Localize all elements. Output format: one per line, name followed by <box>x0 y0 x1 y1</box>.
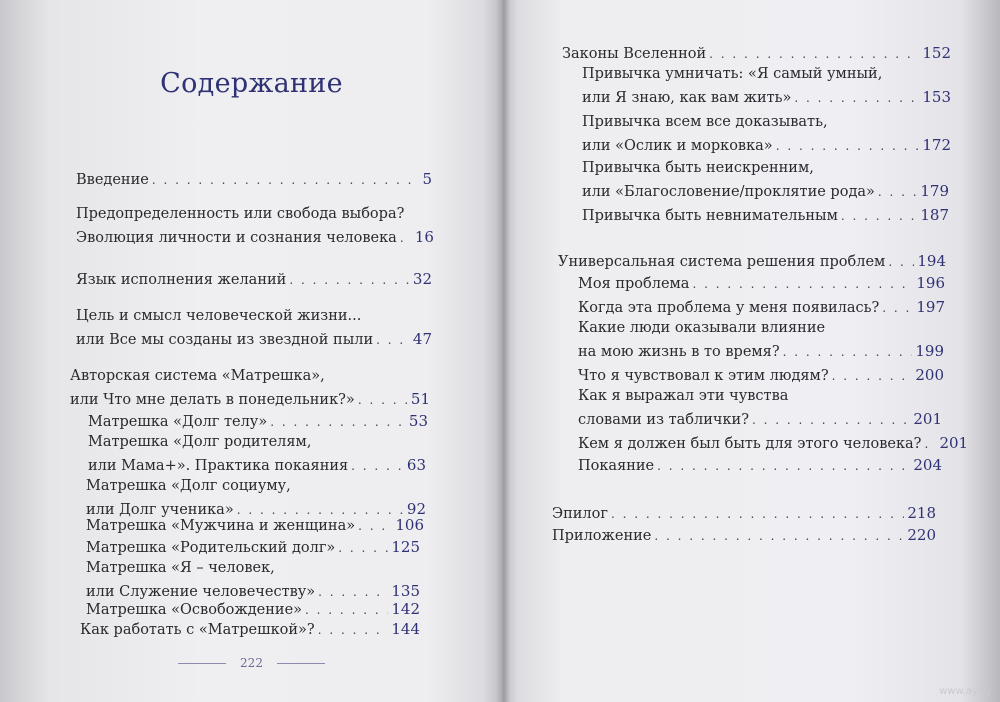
leader-dots <box>882 301 913 315</box>
toc-entry <box>578 366 944 388</box>
toc-entry-label: Что я чувствовал к этим людям? <box>578 368 829 384</box>
toc-entry-label: Как работать с «Матрешкой»? <box>80 622 315 638</box>
toc-entry-label: Предопределенность или свобода выбора? <box>76 206 405 222</box>
toc-entry <box>578 456 942 478</box>
leader-dots <box>657 459 910 473</box>
leader-dots <box>152 173 420 187</box>
page-number: 32 <box>412 270 432 288</box>
toc-entry-label: или Я знаю, как вам жить» <box>582 90 792 106</box>
toc-entry-label: Матрешка «Родительский долг» <box>86 540 336 556</box>
toc-entry <box>578 388 942 432</box>
page-title: Содержание <box>160 68 343 99</box>
toc-entry <box>578 320 944 364</box>
book-spine <box>496 0 510 702</box>
leader-dots <box>305 603 388 617</box>
page-number: 194 <box>917 252 946 270</box>
leader-dots <box>709 47 919 61</box>
toc-entry <box>88 412 428 434</box>
toc-entry-label: Матрешка «Мужчина и женщина» <box>86 518 356 534</box>
leader-dots <box>289 273 410 287</box>
toc-entry-label: Какие люди оказывали влияние <box>578 320 826 336</box>
toc-entry-label: Законы Вселенной <box>562 46 707 62</box>
toc-entry-label: Авторская система «Матрешка», <box>70 368 325 384</box>
page-number: 142 <box>391 600 420 618</box>
toc-entry-label: Универсальная система решения проблем <box>558 254 886 270</box>
toc-entry <box>582 206 949 228</box>
toc-entry-label: Когда эта проблема у меня появилась? <box>578 300 880 316</box>
page-number: 201 <box>939 434 969 452</box>
leader-dots <box>400 231 412 245</box>
toc-entry-label: или Что мне делать в понедельник?» <box>70 392 355 408</box>
leader-dots <box>783 345 913 359</box>
leader-dots <box>358 393 408 407</box>
page-number: 47 <box>412 330 432 348</box>
toc-entry-label: Язык исполнения желаний <box>76 272 287 288</box>
toc-entry <box>552 526 936 548</box>
page-number: 172 <box>922 136 951 154</box>
toc-entry-label: Приложение <box>552 528 652 544</box>
folio-rule <box>178 663 226 664</box>
toc-entry-label: Матрешка «Долг родителям, <box>88 434 312 450</box>
leader-dots <box>318 623 389 637</box>
toc-entry <box>80 620 420 642</box>
toc-entry-label: Эпилог <box>552 506 608 522</box>
leader-dots <box>338 541 388 555</box>
toc-entry <box>76 170 432 192</box>
leader-dots <box>878 185 917 199</box>
toc-entry <box>86 560 420 604</box>
page-number: 218 <box>907 504 936 522</box>
leader-dots <box>832 369 913 383</box>
leader-dots <box>611 507 904 521</box>
page-number: 5 <box>422 170 432 188</box>
leader-dots <box>841 209 918 223</box>
toc-entry-label: Матрешка «Долг телу» <box>88 414 268 430</box>
toc-entry-label: Покаяние <box>578 458 655 474</box>
toc-entry <box>76 308 432 352</box>
toc-entry <box>86 538 420 560</box>
right-page <box>503 0 1000 702</box>
leader-dots <box>692 277 913 291</box>
page-number: 106 <box>395 516 424 534</box>
toc-entry-label: Привычка быть невнимательным <box>582 208 838 224</box>
toc-entry-label: Матрешка «Я – человек, <box>86 560 275 576</box>
toc-entry-label: Моя проблема <box>578 276 690 292</box>
toc-entry-label: или «Ослик и морковка» <box>582 138 773 154</box>
toc-entry-label: Привычка умничать: «Я самый умный, <box>582 66 883 82</box>
toc-entry-label: Привычка всем все доказывать, <box>582 114 828 130</box>
toc-entry <box>578 298 945 320</box>
page-number-footer: 222 <box>240 656 263 670</box>
toc-entry <box>76 270 432 292</box>
toc-entry <box>582 114 951 158</box>
page-number: 220 <box>907 526 936 544</box>
page-number: 51 <box>410 390 430 408</box>
leader-dots <box>752 413 910 427</box>
page-number: 63 <box>406 456 426 474</box>
toc-entry-label: или Все мы созданы из звездной пыли <box>76 332 374 348</box>
toc-entry-label: Введение <box>76 172 149 188</box>
leader-dots <box>376 333 410 347</box>
page-number: 204 <box>913 456 942 474</box>
toc-entry <box>70 368 430 412</box>
leader-dots <box>270 415 406 429</box>
toc-entry-label: Кем я должен был быть для этого человека? <box>578 436 922 452</box>
toc-entry-label: или Долг ученика» <box>86 502 234 518</box>
leader-dots <box>654 529 904 543</box>
page-number: 16 <box>414 228 434 246</box>
watermark: www.ay.by <box>939 686 992 697</box>
toc-entry <box>86 516 424 538</box>
page-number: 153 <box>922 88 951 106</box>
page-number: 196 <box>916 274 945 292</box>
leader-dots <box>924 437 936 451</box>
toc-entry-label: или «Благословение/проклятие рода» <box>582 184 875 200</box>
toc-entry-label: Как я выражал эти чувства <box>578 388 789 404</box>
page-number: 125 <box>391 538 420 556</box>
page-number: 187 <box>920 206 949 224</box>
leader-dots <box>318 585 388 599</box>
toc-entry <box>582 160 949 204</box>
page-number: 201 <box>913 410 942 428</box>
leader-dots <box>358 519 392 533</box>
toc-entry <box>86 600 420 622</box>
toc-entry-label: на мою жизнь в то время? <box>578 344 780 360</box>
toc-entry <box>88 434 426 478</box>
page-number: 197 <box>916 298 945 316</box>
leader-dots <box>237 503 404 517</box>
toc-entry <box>562 44 951 66</box>
toc-entry <box>558 252 946 274</box>
leader-dots <box>776 139 920 153</box>
page-number: 200 <box>915 366 944 384</box>
page-number: 135 <box>391 582 420 600</box>
toc-entry-label: словами из таблички? <box>578 412 749 428</box>
toc-entry-label: или Мама+». Практика покаяния <box>88 458 349 474</box>
toc-entry <box>552 504 936 526</box>
leader-dots <box>351 459 404 473</box>
page-number: 144 <box>391 620 420 638</box>
toc-entry-label: Цель и смысл человеческой жизни... <box>76 308 362 324</box>
page-number: 53 <box>408 412 428 430</box>
toc-entry-label: Эволюция личности и сознания человека <box>76 230 397 246</box>
page-number: 179 <box>920 182 949 200</box>
toc-entry-label: Привычка быть неискренним, <box>582 160 814 176</box>
toc-entry-label: или Служение человечеству» <box>86 584 316 600</box>
toc-entry <box>578 274 945 296</box>
leader-dots <box>888 255 914 269</box>
toc-entry-label: Матрешка «Долг социуму, <box>86 478 291 494</box>
folio-rule <box>277 663 325 664</box>
page-number: 92 <box>406 500 426 518</box>
toc-entry <box>76 206 432 250</box>
page-number: 152 <box>922 44 951 62</box>
toc-entry <box>578 434 969 456</box>
page-number: 199 <box>915 342 944 360</box>
leader-dots <box>794 91 919 105</box>
toc-entry-label: Матрешка «Освобождение» <box>86 602 303 618</box>
toc-entry <box>582 66 951 110</box>
page-folio <box>0 656 503 670</box>
